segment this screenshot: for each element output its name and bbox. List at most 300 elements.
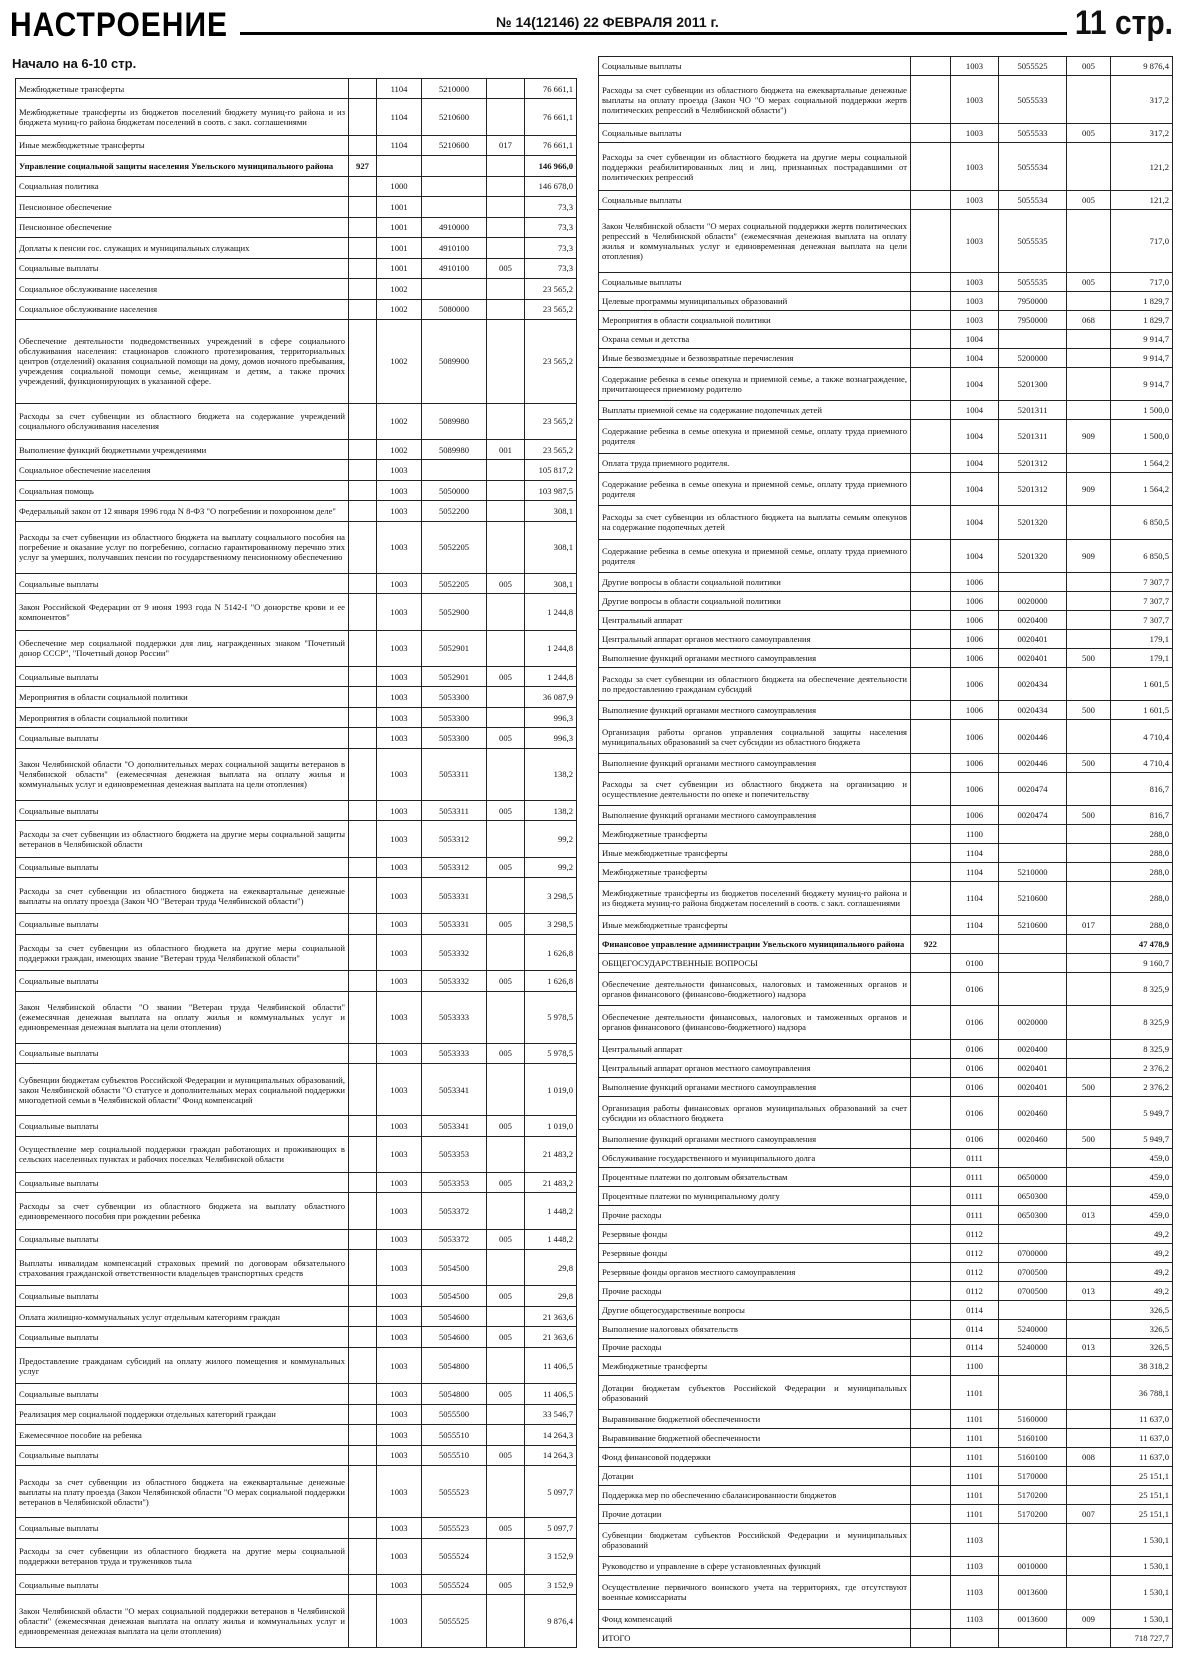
row-amount: 1 448,2: [525, 1229, 577, 1249]
row-department: [349, 135, 377, 155]
header-rule: [240, 32, 1070, 35]
row-expense-type: 005: [487, 1229, 525, 1249]
row-expense-type: [1067, 1576, 1111, 1610]
row-target-item: 5170200: [999, 1485, 1067, 1504]
row-target-item: [999, 825, 1067, 844]
row-amount: 146 966,0: [525, 156, 577, 176]
row-target-item: 5055535: [999, 272, 1067, 291]
row-target-item: 5089980: [422, 439, 487, 459]
row-target-item: 7950000: [999, 310, 1067, 329]
table-row: [599, 272, 1173, 291]
row-amount: 138,2: [525, 748, 577, 800]
row-section: 1003: [377, 1466, 422, 1518]
row-target-item: 5170200: [999, 1504, 1067, 1523]
row-amount: 121,2: [1111, 191, 1173, 210]
table-row: [599, 1609, 1173, 1628]
row-section: 1001: [377, 238, 422, 258]
row-amount: 317,2: [1111, 124, 1173, 143]
row-amount: 7 307,7: [1111, 611, 1173, 630]
row-expense-type: 009: [1067, 1609, 1111, 1628]
table-row: [599, 1224, 1173, 1243]
row-target-item: 5055523: [422, 1466, 487, 1518]
row-target-item: 5053353: [422, 1172, 487, 1192]
row-department: [911, 1523, 951, 1557]
row-amount: 308,1: [525, 501, 577, 521]
row-target-item: 4910000: [422, 217, 487, 237]
row-description: Социальные выплаты: [599, 124, 911, 143]
row-amount: 99,2: [525, 857, 577, 877]
row-amount: 1 500,0: [1111, 420, 1173, 454]
row-department: [911, 753, 951, 772]
row-department: [349, 914, 377, 934]
row-amount: 459,0: [1111, 1167, 1173, 1186]
row-department: [911, 1300, 951, 1319]
row-description: Социальные выплаты: [16, 1574, 349, 1594]
row-section: 0112: [951, 1243, 999, 1262]
row-target-item: [999, 844, 1067, 863]
row-description: Фонд финансовой поддержки: [599, 1447, 911, 1466]
row-section: 1006: [951, 667, 999, 701]
table-row: [599, 1409, 1173, 1428]
row-target-item: 5054800: [422, 1347, 487, 1383]
row-department: [911, 953, 951, 972]
row-description: Обеспечение мер социальной поддержки для лиц, награжденных знаком "Почетный донор СССР", "Почетный донор России": [16, 630, 349, 666]
row-section: 1002: [377, 279, 422, 299]
row-amount: 105 817,2: [525, 460, 577, 480]
row-department: [911, 291, 951, 310]
table-row: [599, 882, 1173, 916]
table-row: [599, 124, 1173, 143]
row-expense-type: 909: [1067, 420, 1111, 454]
row-description: Социальные выплаты: [16, 728, 349, 748]
table-row: [599, 210, 1173, 273]
row-expense-type: [487, 279, 525, 299]
table-row: [599, 453, 1173, 472]
row-description: Расходы за счет субвенции из областного бюджета на другие меры социальной поддержки граждан, имеющих звание "Ветеран труда Челябинской области": [16, 934, 349, 970]
row-expense-type: [487, 1595, 525, 1648]
row-target-item: [999, 1628, 1067, 1647]
row-target-item: 0020446: [999, 720, 1067, 754]
row-description: Мероприятия в области социальной политики: [16, 687, 349, 707]
table-row: [16, 258, 577, 278]
row-target-item: 7950000: [999, 291, 1067, 310]
row-section: 1003: [377, 630, 422, 666]
table-row: [599, 472, 1173, 506]
row-target-item: 0020400: [999, 1039, 1067, 1058]
row-amount: 1 244,8: [525, 630, 577, 666]
row-department: [349, 1445, 377, 1465]
row-description: Закон Челябинской области "О мерах социальной поддержки жертв политических репрессий в Челябинской области" (ежемесячная денежная выплата на оплату жилья и коммунальных услуг и единовременная денежная выплата на цели отопления): [599, 210, 911, 273]
row-amount: 5 097,7: [525, 1466, 577, 1518]
row-expense-type: [487, 1425, 525, 1445]
row-target-item: [999, 573, 1067, 592]
row-department: [349, 800, 377, 820]
row-section: 0106: [951, 1006, 999, 1040]
row-expense-type: [487, 1250, 525, 1286]
row-description: Социальные выплаты: [16, 1518, 349, 1538]
row-target-item: 5240000: [999, 1338, 1067, 1357]
row-department: [349, 1538, 377, 1574]
row-section: 0114: [951, 1300, 999, 1319]
row-section: 1006: [951, 629, 999, 648]
row-section: 1001: [377, 217, 422, 237]
table-row: [599, 329, 1173, 348]
row-amount: 36 788,1: [1111, 1376, 1173, 1410]
row-description: Ежемесячное пособие на ребенка: [16, 1425, 349, 1445]
row-description: Прочие дотации: [599, 1504, 911, 1523]
row-expense-type: [487, 1466, 525, 1518]
table-row: [599, 629, 1173, 648]
row-expense-type: [1067, 1006, 1111, 1040]
row-expense-type: [487, 1193, 525, 1229]
row-description: Социальная помощь: [16, 480, 349, 500]
row-description: Межбюджетные трансферты: [599, 1357, 911, 1376]
row-department: [349, 991, 377, 1043]
table-row: [16, 460, 577, 480]
row-description: ОБЩЕГОСУДАРСТВЕННЫЕ ВОПРОСЫ: [599, 953, 911, 972]
row-description: Социальное обслуживание населения: [16, 299, 349, 319]
row-description: Процентные платежи по муниципальному долгу: [599, 1186, 911, 1205]
row-expense-type: 013: [1067, 1205, 1111, 1224]
row-expense-type: [1067, 629, 1111, 648]
row-department: [911, 539, 951, 573]
row-amount: 1 244,8: [525, 666, 577, 686]
table-row: [16, 1466, 577, 1518]
row-section: 0112: [951, 1224, 999, 1243]
table-row: [16, 1425, 577, 1445]
row-description: Социальные выплаты: [16, 1286, 349, 1306]
row-department: [349, 1466, 377, 1518]
row-expense-type: [487, 299, 525, 319]
row-section: 1003: [951, 310, 999, 329]
row-section: 1003: [377, 971, 422, 991]
table-row: [16, 217, 577, 237]
row-department: [349, 320, 377, 404]
row-section: 1003: [377, 1425, 422, 1445]
row-expense-type: [487, 707, 525, 727]
table-row: [599, 1376, 1173, 1410]
row-department: [349, 521, 377, 573]
row-description: Расходы за счет субвенции из областного бюджета на другие меры социальной поддержки реабилитированных лиц и лиц, признанных пострадавшими от политических репрессий: [599, 143, 911, 191]
table-row: [16, 1384, 577, 1404]
row-department: [349, 1286, 377, 1306]
row-amount: 76 661,1: [525, 99, 577, 135]
row-amount: 29,8: [525, 1250, 577, 1286]
row-expense-type: [1067, 611, 1111, 630]
row-description: Организация работы финансовых органов муниципальных образований за счет субсидии из областного бюджета: [599, 1096, 911, 1130]
row-description: Резервные фонды: [599, 1243, 911, 1262]
row-expense-type: 005: [487, 971, 525, 991]
row-target-item: 5201312: [999, 472, 1067, 506]
row-section: 0106: [951, 1039, 999, 1058]
row-section: 1104: [951, 882, 999, 916]
row-amount: 2 376,2: [1111, 1077, 1173, 1096]
row-description: Социальные выплаты: [599, 191, 911, 210]
row-target-item: 5210000: [999, 863, 1067, 882]
row-expense-type: [487, 1306, 525, 1326]
row-department: [911, 472, 951, 506]
row-section: 1004: [951, 539, 999, 573]
table-row: [16, 707, 577, 727]
row-department: [349, 480, 377, 500]
row-amount: 49,2: [1111, 1262, 1173, 1281]
row-target-item: 5200000: [999, 348, 1067, 367]
row-amount: 25 151,1: [1111, 1504, 1173, 1523]
row-expense-type: [487, 594, 525, 630]
table-row: [599, 401, 1173, 420]
row-expense-type: [1067, 844, 1111, 863]
row-target-item: 0013600: [999, 1609, 1067, 1628]
row-department: [911, 401, 951, 420]
row-section: 1103: [951, 1523, 999, 1557]
table-row: [16, 1229, 577, 1249]
row-amount: 5 949,7: [1111, 1130, 1173, 1149]
row-section: 1003: [377, 573, 422, 593]
row-target-item: 5210600: [422, 99, 487, 135]
row-expense-type: 005: [1067, 124, 1111, 143]
row-expense-type: [487, 460, 525, 480]
row-section: 0111: [951, 1148, 999, 1167]
table-row: [599, 1466, 1173, 1485]
row-department: [349, 1347, 377, 1383]
row-expense-type: [487, 1136, 525, 1172]
row-amount: 73,3: [525, 258, 577, 278]
row-amount: 1 601,5: [1111, 667, 1173, 701]
row-target-item: 0020474: [999, 806, 1067, 825]
row-target-item: 0020446: [999, 753, 1067, 772]
table-row: [16, 197, 577, 217]
row-description: Закон Российской Федерации от 9 июня 1993 года N 5142-I "О донорстве крови и ее компонентов": [16, 594, 349, 630]
row-expense-type: [487, 501, 525, 521]
table-row: [16, 1518, 577, 1538]
table-row: [16, 403, 577, 439]
row-section: 1006: [951, 753, 999, 772]
row-section: 1003: [377, 1116, 422, 1136]
row-description: Доплаты к пенсии гос. служащих и муниципальных служащих: [16, 238, 349, 258]
table-row: [16, 934, 577, 970]
table-row: [599, 291, 1173, 310]
table-row: [599, 1428, 1173, 1447]
row-target-item: 5055500: [422, 1404, 487, 1424]
row-section: 1003: [377, 1136, 422, 1172]
row-amount: 288,0: [1111, 825, 1173, 844]
row-section: 1001: [377, 197, 422, 217]
row-expense-type: 005: [487, 857, 525, 877]
row-target-item: 0020000: [999, 592, 1067, 611]
row-description: Прочие расходы: [599, 1205, 911, 1224]
row-target-item: 5210600: [999, 882, 1067, 916]
row-section: 1003: [951, 124, 999, 143]
table-row: [599, 972, 1173, 1006]
row-target-item: [999, 1148, 1067, 1167]
table-row: [599, 1058, 1173, 1077]
table-row: [16, 1043, 577, 1063]
row-expense-type: [1067, 329, 1111, 348]
table-row: [599, 1096, 1173, 1130]
row-target-item: [999, 1523, 1067, 1557]
table-row: [599, 1243, 1173, 1262]
table-row: [16, 156, 577, 176]
row-target-item: 5160000: [999, 1409, 1067, 1428]
row-target-item: 5053372: [422, 1193, 487, 1229]
table-row: [16, 1404, 577, 1424]
row-expense-type: [1067, 863, 1111, 882]
row-department: [911, 1409, 951, 1428]
row-description: Содержание ребенка в семье опекуна и приемной семье, а также вознаграждение, причитающееся приемному родителю: [599, 367, 911, 401]
table-row: [599, 573, 1173, 592]
row-department: [911, 1224, 951, 1243]
row-section: 1004: [951, 329, 999, 348]
row-target-item: 5053312: [422, 821, 487, 857]
row-section: 1103: [951, 1576, 999, 1610]
row-department: [911, 453, 951, 472]
table-row: [599, 1205, 1173, 1224]
row-amount: 21 483,2: [525, 1172, 577, 1192]
row-expense-type: [1067, 291, 1111, 310]
table-row: [599, 720, 1173, 754]
table-row: [599, 844, 1173, 863]
row-department: [349, 1043, 377, 1063]
table-row: [16, 501, 577, 521]
row-description: Социальные выплаты: [599, 57, 911, 76]
row-amount: 23 565,2: [525, 299, 577, 319]
row-amount: 1 530,1: [1111, 1576, 1173, 1610]
table-row: [599, 1504, 1173, 1523]
row-expense-type: [1067, 825, 1111, 844]
row-section: 1003: [377, 1347, 422, 1383]
row-expense-type: [487, 480, 525, 500]
row-description: Мероприятия в области социальной политики: [599, 310, 911, 329]
row-amount: 73,3: [525, 217, 577, 237]
row-amount: 33 546,7: [525, 1404, 577, 1424]
row-section: 1003: [377, 521, 422, 573]
row-expense-type: [1067, 1628, 1111, 1647]
row-section: 0106: [951, 972, 999, 1006]
table-row: [599, 1576, 1173, 1610]
table-row: [16, 1595, 577, 1648]
row-department: [349, 1518, 377, 1538]
row-amount: 9 160,7: [1111, 953, 1173, 972]
row-amount: 288,0: [1111, 882, 1173, 916]
row-amount: 138,2: [525, 800, 577, 820]
row-amount: 5 978,5: [525, 1043, 577, 1063]
row-amount: 5 978,5: [525, 991, 577, 1043]
row-target-item: 5055524: [422, 1574, 487, 1594]
table-row: [16, 279, 577, 299]
row-description: Центральный аппарат: [599, 1039, 911, 1058]
row-amount: 146 678,0: [525, 176, 577, 196]
row-expense-type: [1067, 1485, 1111, 1504]
row-target-item: 5053332: [422, 971, 487, 991]
table-row: [599, 753, 1173, 772]
row-department: [911, 806, 951, 825]
row-department: [911, 1096, 951, 1130]
row-description: Расходы за счет субвенции из областного бюджета на выплаты семьям опекунов на содержание подопечных детей: [599, 506, 911, 540]
table-row: [599, 1628, 1173, 1647]
row-department: [349, 1425, 377, 1445]
row-description: Процентные платежи по долговым обязательствам: [599, 1167, 911, 1186]
row-section: 1003: [377, 594, 422, 630]
row-section: 1004: [951, 401, 999, 420]
table-row: [599, 143, 1173, 191]
row-target-item: 5054500: [422, 1250, 487, 1286]
row-department: [911, 1319, 951, 1338]
row-expense-type: 017: [1067, 915, 1111, 934]
row-amount: 11 637,0: [1111, 1447, 1173, 1466]
row-description: Социальные выплаты: [16, 971, 349, 991]
row-amount: 76 661,1: [525, 79, 577, 99]
row-description: Расходы за счет субвенции из областного бюджета на другие меры социальной защиты ветеранов в Челябинской области: [16, 821, 349, 857]
row-expense-type: [1067, 1300, 1111, 1319]
row-amount: 1 564,2: [1111, 453, 1173, 472]
row-section: 1100: [951, 825, 999, 844]
table-row: [16, 1306, 577, 1326]
table-row: [16, 1250, 577, 1286]
row-description: Обеспечение деятельности подведомственных учреждений в сфере социального обслуживания населения: стационаров сложного протезирования, территориальных центров (отделений) оказания социальной помощи на дому, домов ночного пребывания, учреждения социальной помощи семье, женщинам и детям, а также прочих учреждений, функционирующих в указанной сфере.: [16, 320, 349, 404]
row-section: 1101: [951, 1504, 999, 1523]
row-section: 0111: [951, 1205, 999, 1224]
row-amount: 308,1: [525, 521, 577, 573]
row-expense-type: 005: [487, 1116, 525, 1136]
row-target-item: 5055535: [999, 210, 1067, 273]
row-expense-type: [1067, 1186, 1111, 1205]
row-target-item: [999, 1376, 1067, 1410]
row-department: [911, 506, 951, 540]
row-section: 1006: [951, 701, 999, 720]
row-description: Межбюджетные трансферты из бюджетов поселений бюджету муниц-го района и из бюджета муниц-го района бюджетам поселений в соотв. с закл. соглашениями: [16, 99, 349, 135]
row-amount: 1 500,0: [1111, 401, 1173, 420]
row-department: [911, 1447, 951, 1466]
row-expense-type: [487, 687, 525, 707]
row-description: Иные межбюджетные трансферты: [16, 135, 349, 155]
row-department: [349, 238, 377, 258]
row-amount: 1 019,0: [525, 1116, 577, 1136]
row-expense-type: [1067, 1466, 1111, 1485]
row-department: [349, 1595, 377, 1648]
row-expense-type: 005: [1067, 191, 1111, 210]
row-amount: 1 530,1: [1111, 1557, 1173, 1576]
row-amount: 23 565,2: [525, 403, 577, 439]
row-expense-type: [1067, 1243, 1111, 1262]
row-target-item: 0020460: [999, 1096, 1067, 1130]
row-target-item: 5053300: [422, 728, 487, 748]
row-amount: 1 530,1: [1111, 1523, 1173, 1557]
row-description: Выполнение функций органами местного самоуправления: [599, 753, 911, 772]
row-expense-type: [1067, 953, 1111, 972]
row-department: [911, 701, 951, 720]
row-section: 1101: [951, 1409, 999, 1428]
row-target-item: 5201320: [999, 506, 1067, 540]
row-expense-type: 005: [487, 1172, 525, 1192]
row-target-item: [422, 156, 487, 176]
row-section: 1006: [951, 573, 999, 592]
row-expense-type: 008: [1067, 1447, 1111, 1466]
row-department: [349, 1116, 377, 1136]
row-target-item: 0020401: [999, 629, 1067, 648]
table-row: [16, 320, 577, 404]
row-amount: 7 307,7: [1111, 573, 1173, 592]
row-section: 1002: [377, 320, 422, 404]
row-description: Центральный аппарат: [599, 611, 911, 630]
row-section: 1003: [951, 191, 999, 210]
row-description: Руководство и управление в сфере установленных функций: [599, 1557, 911, 1576]
row-expense-type: [1067, 1319, 1111, 1338]
row-department: [911, 972, 951, 1006]
row-section: 1103: [951, 1557, 999, 1576]
row-section: 1003: [377, 480, 422, 500]
row-amount: 103 987,5: [525, 480, 577, 500]
row-description: Социальные выплаты: [16, 857, 349, 877]
